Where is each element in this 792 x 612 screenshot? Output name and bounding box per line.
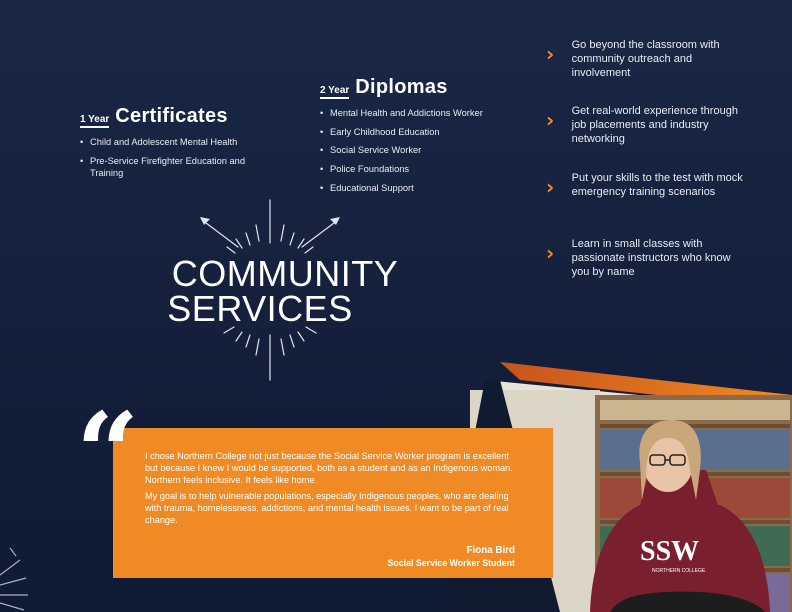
certificates-section (80, 105, 255, 186)
program-title-line2: SERVICES (167, 288, 353, 329)
chevron-right-icon: › (546, 241, 555, 265)
testimonial-paragraph: I chose Northern College not just because the Social Service Worker program is excellent but because I knew I would be supported, both as a student and as an Indigenous woman. Northern feels inclusive. It feels like home. (145, 451, 513, 485)
list-item: • Mental Health and Addictions Worker (320, 107, 520, 120)
diplomas-year-label: 2 Year (320, 85, 349, 99)
certificates-year-label: 1 Year (80, 114, 109, 128)
chevron-right-icon: › (546, 175, 555, 199)
testimonial-name: Fiona Bird (466, 545, 515, 556)
program-title-line1: COMMUNITY (171, 253, 399, 294)
diplomas-title: Diplomas (355, 76, 448, 98)
certificates-list (80, 136, 255, 180)
chevron-right-icon: › (546, 108, 555, 132)
quote-mark-icon: “ (76, 388, 140, 517)
list-item: • Pre-Service Firefighter Education and Training (80, 155, 255, 180)
list-item: • Child and Adolescent Mental Health (80, 136, 255, 149)
feature-item (546, 104, 746, 146)
feature-text: Put your skills to the test with mock emergency training scenarios (571, 172, 743, 198)
feature-text: Get real-world experience through job placements and industry networking (571, 105, 738, 145)
chevron-right-icon: › (546, 42, 555, 66)
list-item: • Educational Support (320, 182, 520, 195)
testimonial-box (113, 428, 553, 578)
certificates-title: Certificates (115, 105, 228, 127)
testimonial-text (145, 450, 515, 530)
feature-text: Go beyond the classroom with community outreach and involvement (571, 39, 720, 79)
diplomas-list (320, 107, 520, 194)
feature-text: Learn in small classes with passionate instructors who know you by name (571, 238, 731, 278)
diplomas-section (320, 76, 520, 200)
list-item: • Police Foundations (320, 163, 520, 176)
testimonial-paragraph: My goal is to help vulnerable populations, especially Indigenous peoples, who are dealing with trauma, homelessness, addictions, and mental health issues. I want to be part of real change. (145, 491, 509, 525)
svg-text:SSW: SSW (640, 536, 700, 567)
feature-item (546, 171, 746, 199)
feature-item (546, 237, 746, 279)
testimonial-role: Social Service Worker Student (387, 558, 515, 568)
list-item: • Social Service Worker (320, 144, 520, 157)
svg-text:NORTHERN COLLEGE: NORTHERN COLLEGE (652, 568, 706, 574)
list-item: • Early Childhood Education (320, 126, 520, 139)
feature-item (546, 38, 746, 80)
